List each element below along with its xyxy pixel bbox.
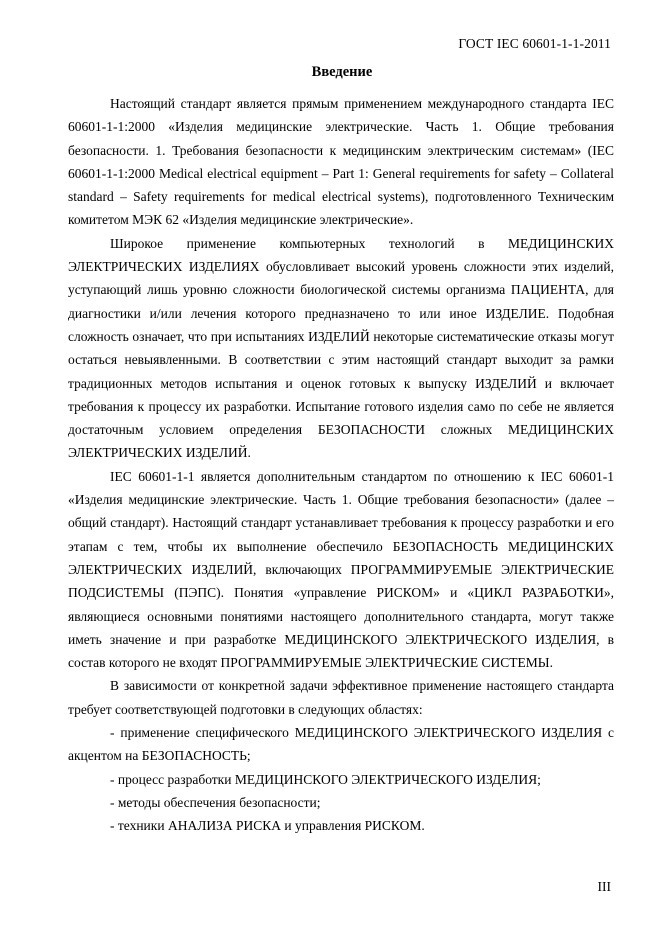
body-text [68,92,614,838]
paragraph-intro: Настоящий стандарт является прямым применением международного стандарта IEC 60601-1-1:2000 «Изделия медицинские электрические. Часть 1. Общие требования безопасности. 1. Требования безопасности к медицинским электрическим системам» (IEC 60601-1-1:2000 Medical electrical equipment – Part 1: General requirements for safety – Collateral standard – Safety requirements for medical electrical systems), подготовленного Техническим комитетом МЭК 62 «Изделия медицинские электрические». [68,96,614,228]
standard-code-header: ГОСТ IEC 60601-1-1-2011 [458,36,611,51]
paragraph-complexity: Широкое применение компьютерных технологий в МЕДИЦИНСКИХ ЭЛЕКТРИЧЕСКИХ ИЗДЕЛИЯХ обусловливает высокий уровень сложности этих изделий, уступающий лишь уровню сложности биологической системы организма ПАЦИЕНТА, для диагностики и/или лечения которого предназначено то или иное ИЗДЕЛИЕ. Подобная сложность означает, что при испытаниях ИЗДЕЛИЙ некоторые систематические отказы могут остаться невыявленными. В соответствии с этим настоящий стандарт выходит за рамки традиционных методов испытания и оценок готовых к выпуску ИЗДЕЛИЙ и включает требования к процессу их разработки. Испытание готового изделия само по себе не является достаточным условием определения БЕЗОПАСНОСТИ сложных МЕДИЦИНСКИХ ЭЛЕКТРИЧЕСКИХ ИЗДЕЛИЙ. [68,235,614,461]
list-item: - техники АНАЛИЗА РИСКА и управления РИСКОМ. [110,818,425,834]
list-item: - процесс разработки МЕДИЦИНСКОГО ЭЛЕКТРИЧЕСКОГО ИЗДЕЛИЯ; [110,771,541,787]
paragraph-collateral-standard: IEC 60601-1-1 является дополнительным стандартом по отношению к IEC 60601-1 «Изделия медицинские электрические. Часть 1. Общие требования безопасности» (далее – общий стандарт). Настоящий стандарт устанавливает требования к процессу разработки и его этапам с тем, чтобы их выполнение обеспечило БЕЗОПАСНОСТЬ МЕДИЦИНСКИХ ЭЛЕКТРИЧЕСКИХ ИЗДЕЛИЙ, включающих ПРОГРАММИРУЕМЫЕ ЭЛЕКТРИЧЕСКИЕ ПОДСИСТЕМЫ (ПЭПС). Понятия «управление РИСКОМ» и «ЦИКЛ РАЗРАБОТКИ», являющиеся основными понятиями настоящего дополнительного стандарта, могут также иметь значение и при разработке МЕДИЦИНСКОГО ЭЛЕКТРИЧЕСКОГО ИЗДЕЛИЯ, в состав которого не входят ПРОГРАММИРУЕМЫЕ ЭЛЕКТРИЧЕСКИЕ СИСТЕМЫ. [68,468,614,671]
list-item: - применение специфического МЕДИЦИНСКОГО ЭЛЕКТРИЧЕСКОГО ИЗДЕЛИЯ с акцентом на БЕЗОПАСНОСТЬ; [68,725,614,764]
page-number: III [597,879,611,894]
section-title: Введение [311,64,373,80]
paragraph-training-areas: В зависимости от конкретной задачи эффективное применение настоящего стандарта требует соответствующей подготовки в следующих областях: [68,678,614,717]
list-item: - методы обеспечения безопасности; [110,794,321,810]
